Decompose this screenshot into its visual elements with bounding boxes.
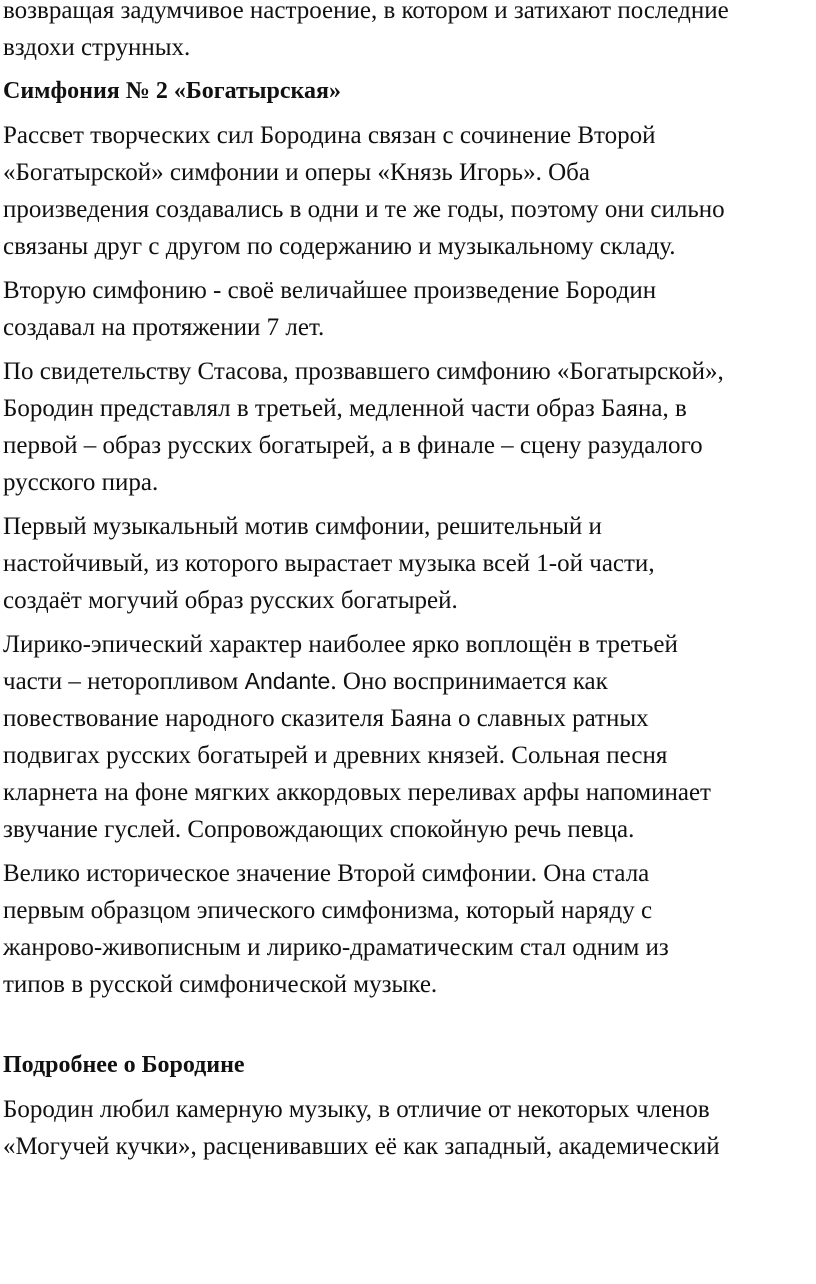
text-fragment: части – неторопливом xyxy=(3,668,245,695)
section-heading-about-borodin: Подробнее о Бородине xyxy=(3,1052,245,1078)
text-line: вздохи струнных. xyxy=(3,34,191,61)
text-line: русского пира. xyxy=(3,469,159,496)
document-page xyxy=(3,0,815,1172)
paragraph-historical-significance xyxy=(3,855,815,1003)
text-line: «Могучей кучки», расценивавших её как западный, академический xyxy=(3,1133,720,1160)
text-line: жанрово-живописным и лирико-драматическим стал одним из xyxy=(3,934,669,961)
text-line: повествование народного сказителя Баяна о славных ратных xyxy=(3,705,649,732)
paragraph-first-motif xyxy=(3,508,815,619)
text-line: Бородин представлял в третьей, медленной части образ Баяна, в xyxy=(3,395,687,422)
paragraph-intro xyxy=(3,0,815,66)
section-heading-symphony-2: Симфония № 2 «Богатырская» xyxy=(3,78,341,104)
text-line: Первый музыкальный мотив симфонии, решительный и xyxy=(3,513,602,540)
text-line: По свидетельству Стасова, прозвавшего симфонию «Богатырской», xyxy=(3,358,724,385)
text-line: настойчивый, из которого вырастает музыка всей 1-ой части, xyxy=(3,550,655,577)
text-line: звучание гуслей. Сопровождающих спокойную речь певца. xyxy=(3,816,635,843)
text-line: создаёт могучий образ русских богатырей. xyxy=(3,587,458,614)
paragraph-stasov-testimony xyxy=(3,353,815,501)
text-line: Лирико-эпический характер наиболее ярко воплощён в третьей xyxy=(3,631,678,658)
text-line: типов в русской симфонической музыке. xyxy=(3,971,438,998)
text-line: первой – образ русских богатырей, а в финале – сцену разудалого xyxy=(3,432,703,459)
blank-line xyxy=(3,1010,815,1047)
text-line: Вторую симфонию - своё величайшее произведение Бородин xyxy=(3,277,657,304)
text-line: создавал на протяжении 7 лет. xyxy=(3,314,325,341)
text-line: Бородин любил камерную музыку, в отличие от некоторых членов xyxy=(3,1096,710,1123)
paragraph-lyric-epic-andante xyxy=(3,626,815,848)
text-line: первым образцом эпического симфонизма, который наряду с xyxy=(3,897,653,924)
text-line: произведения создавались в одни и те же годы, поэтому они сильно xyxy=(3,196,725,223)
text-line: связаны друг с другом по содержанию и музыкальному складу. xyxy=(3,233,676,260)
andante-term: Andante xyxy=(244,668,331,694)
text-line: Велико историческое значение Второй симфонии. Она стала xyxy=(3,860,650,887)
text-line: Рассвет творческих сил Бородина связан с сочинение Второй xyxy=(3,122,656,149)
paragraph-chamber-music xyxy=(3,1091,815,1165)
text-fragment: . Оно воспринимается как xyxy=(330,668,608,695)
text-line: подвигах русских богатырей и древних князей. Сольная песня xyxy=(3,742,668,769)
paragraph-seven-years xyxy=(3,272,815,346)
paragraph-dawn-of-creative-powers xyxy=(3,117,815,265)
text-line xyxy=(3,663,815,700)
text-line: возвращая задумчивое настроение, в котором и затихают последние xyxy=(3,0,729,24)
text-line: кларнета на фоне мягких аккордовых переливах арфы напоминает xyxy=(3,779,711,806)
text-line: «Богатырской» симфонии и оперы «Князь Игорь». Оба xyxy=(3,159,590,186)
